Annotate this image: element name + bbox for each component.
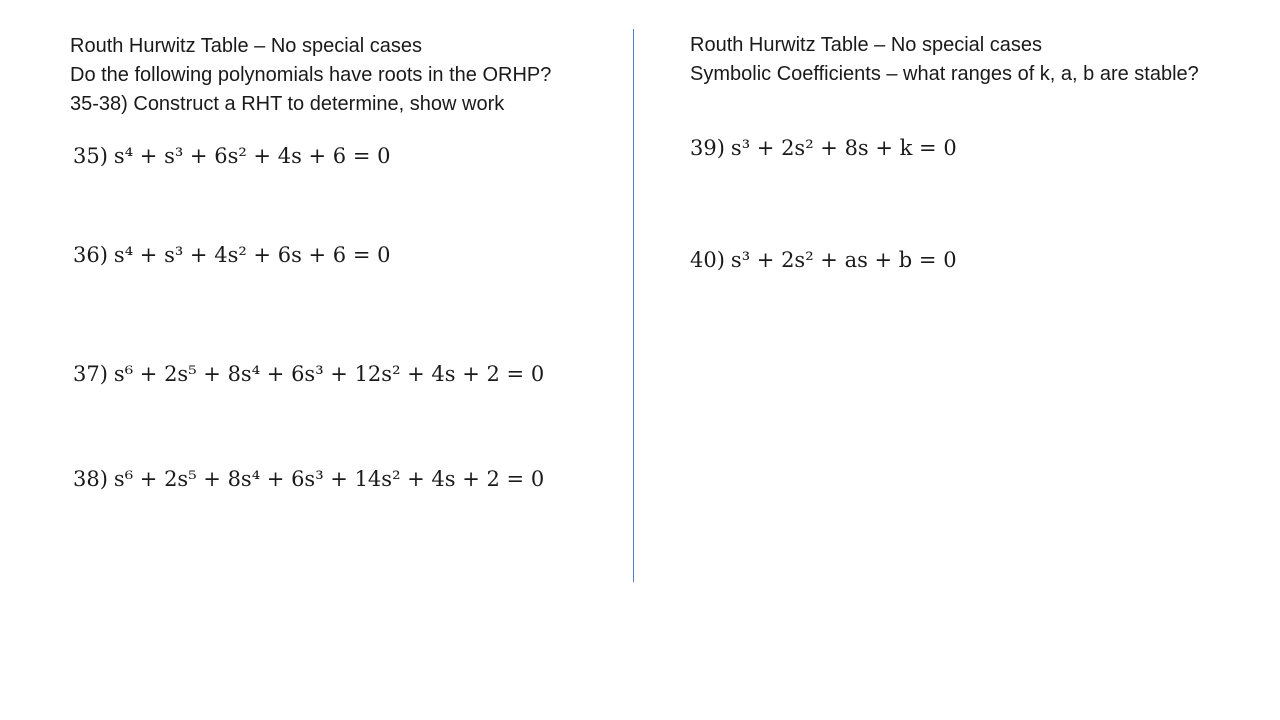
problem-37 [73, 360, 544, 388]
problem-number: 36) [73, 243, 108, 267]
problem-36 [73, 241, 390, 269]
problem-number: 40) [690, 248, 725, 272]
problem-number: 37) [73, 362, 108, 386]
left-header-instruction: 35-38) Construct a RHT to determine, show work [70, 93, 505, 115]
right-header-question: Symbolic Coefficients – what ranges of k, a, b are stable? [690, 63, 1199, 85]
problem-number: 35) [73, 144, 108, 168]
problem-number: 38) [73, 467, 108, 491]
problem-equation: s⁶ + 2s⁵ + 8s⁴ + 6s³ + 14s² + 4s + 2 = 0 [113, 467, 545, 491]
problem-equation: s⁴ + s³ + 4s² + 6s + 6 = 0 [113, 243, 391, 267]
left-header-question: Do the following polynomials have roots in the ORHP? [70, 64, 552, 86]
column-divider [633, 29, 634, 582]
problem-equation: s³ + 2s² + as + b = 0 [730, 248, 957, 272]
problem-equation: s⁶ + 2s⁵ + 8s⁴ + 6s³ + 12s² + 4s + 2 = 0 [113, 362, 545, 386]
problem-number: 39) [690, 136, 725, 160]
problem-equation: s⁴ + s³ + 6s² + 4s + 6 = 0 [113, 144, 391, 168]
problem-40 [690, 246, 957, 274]
problem-equation: s³ + 2s² + 8s + k = 0 [730, 136, 957, 160]
left-header [70, 32, 551, 119]
left-header-title: Routh Hurwitz Table – No special cases [70, 35, 423, 57]
problem-35 [73, 142, 390, 170]
problem-38 [73, 465, 544, 493]
right-header [690, 31, 1199, 89]
right-header-title: Routh Hurwitz Table – No special cases [690, 34, 1043, 56]
problem-39 [690, 134, 957, 162]
